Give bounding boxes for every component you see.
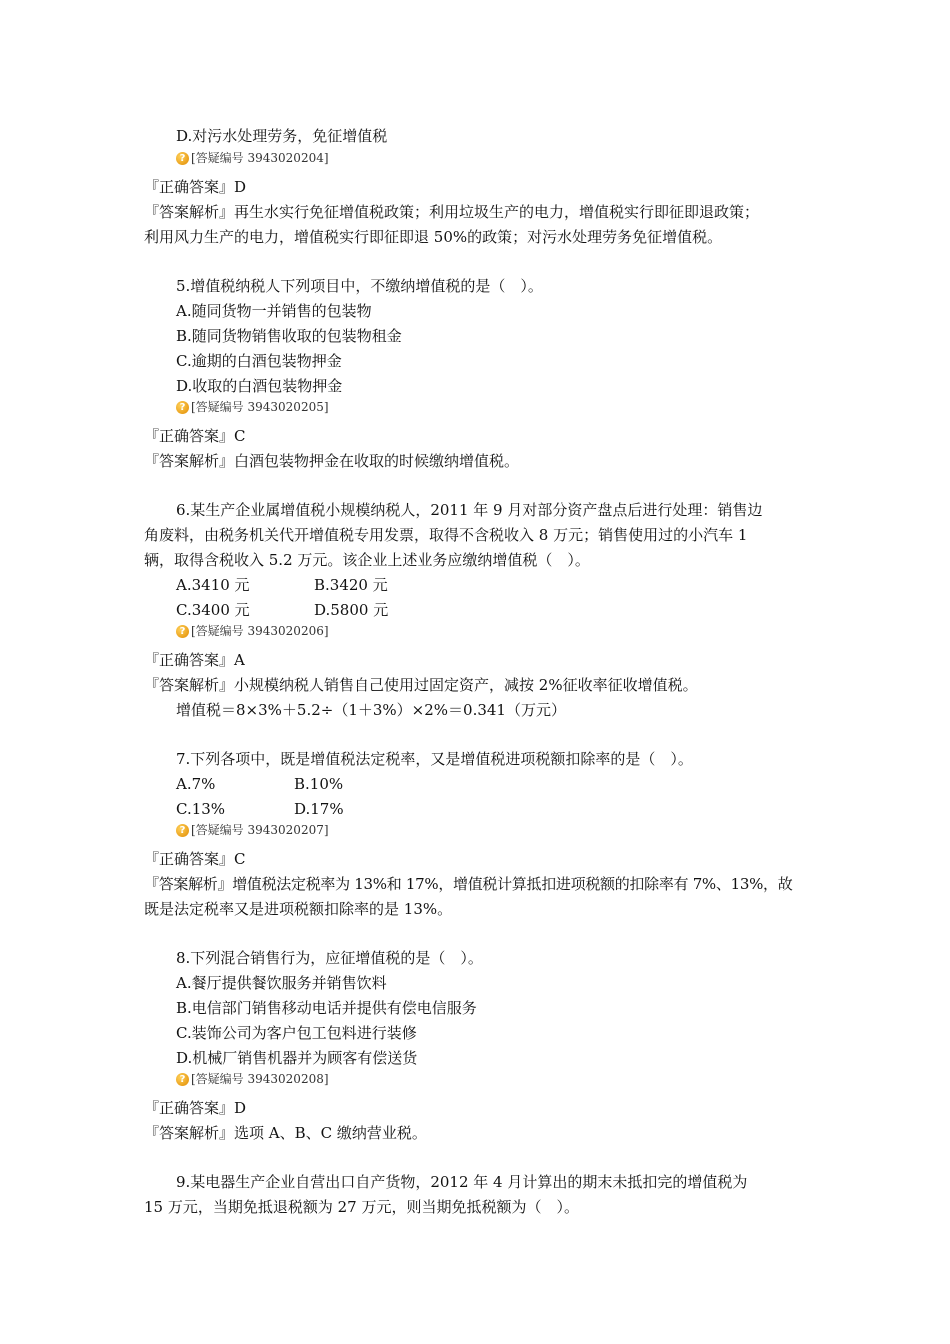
q9-stem-2: 15 万元，当期免抵退税额为 27 万元，则当期免抵税额为（ ）。 <box>144 1198 579 1216</box>
q8-option-d: D.机械厂销售机器并为顾客有偿送货 <box>176 1049 418 1067</box>
question-mark-icon: ? <box>176 401 189 414</box>
question-mark-icon: ? <box>176 1073 189 1086</box>
q4-answer: 『正确答案』D <box>144 178 247 196</box>
q7-ref[interactable] <box>176 822 329 838</box>
q6-stem-3: 辆，取得含税收入 5.2 万元。该企业上述业务应缴纳增值税（ ）。 <box>144 551 590 569</box>
q8-option-a: A.餐厅提供餐饮服务并销售饮料 <box>176 974 387 992</box>
q6-option-b: B.3420 元 <box>314 576 388 594</box>
q7-analysis-1: 『答案解析』增值税法定税率为 13%和 17%，增值税计算抵扣进项税额的扣除率有 7%、13%，故 <box>144 875 793 893</box>
q7-option-b: B.10% <box>294 775 344 793</box>
q7-answer: 『正确答案』C <box>144 850 246 868</box>
q4-option-d: D.对污水处理劳务，免征增值税 <box>176 127 388 145</box>
q8-option-b: B.电信部门销售移动电话并提供有偿电信服务 <box>176 999 477 1017</box>
q4-ref-text: [答疑编号 3943020204] <box>191 151 329 165</box>
q8-answer: 『正确答案』D <box>144 1099 247 1117</box>
q5-option-a: A.随同货物一并销售的包装物 <box>176 302 372 320</box>
q8-analysis-1: 『答案解析』选项 A、B、C 缴纳营业税。 <box>144 1124 427 1142</box>
q4-analysis-1: 『答案解析』再生水实行免征增值税政策；利用垃圾生产的电力，增值税实行即征即退政策； <box>144 203 760 221</box>
q7-option-d: D.17% <box>294 800 344 818</box>
q7-option-c: C.13% <box>176 800 226 818</box>
q5-ref-text: [答疑编号 3943020205] <box>191 400 329 414</box>
q6-option-a: A.3410 元 <box>176 576 250 594</box>
q5-option-b: B.随同货物销售收取的包装物租金 <box>176 327 402 345</box>
q8-stem: 8.下列混合销售行为，应征增值税的是（ ）。 <box>176 949 483 967</box>
q7-option-a: A.7% <box>176 775 216 793</box>
question-mark-icon: ? <box>176 625 189 638</box>
q5-answer: 『正确答案』C <box>144 427 246 445</box>
q5-analysis-1: 『答案解析』白酒包装物押金在收取的时候缴纳增值税。 <box>144 452 520 470</box>
q8-option-c: C.装饰公司为客户包工包料进行装修 <box>176 1024 417 1042</box>
q8-ref[interactable] <box>176 1071 329 1087</box>
q6-ref[interactable] <box>176 623 329 639</box>
q6-option-d: D.5800 元 <box>314 601 389 619</box>
q5-stem: 5.增值税纳税人下列项目中，不缴纳增值税的是（ ）。 <box>176 277 543 295</box>
q5-option-d: D.收取的白酒包装物押金 <box>176 377 343 395</box>
q7-ref-text: [答疑编号 3943020207] <box>191 823 329 837</box>
q6-analysis-2: 增值税＝8×3%＋5.2÷（1＋3%）×2%＝0.341（万元） <box>176 701 566 719</box>
question-mark-icon: ? <box>176 824 189 837</box>
q6-stem-1: 6.某生产企业属增值税小规模纳税人，2011 年 9 月对部分资产盘点后进行处理：销售边 <box>176 501 763 519</box>
q9-stem-1: 9.某电器生产企业自营出口自产货物，2012 年 4 月计算出的期末未抵扣完的增值税为 <box>176 1173 748 1191</box>
q8-ref-text: [答疑编号 3943020208] <box>191 1072 329 1086</box>
q6-ref-text: [答疑编号 3943020206] <box>191 624 329 638</box>
q7-stem: 7.下列各项中，既是增值税法定税率，又是增值税进项税额扣除率的是（ ）。 <box>176 750 693 768</box>
q4-ref[interactable] <box>176 150 329 166</box>
q6-analysis-1: 『答案解析』小规模纳税人销售自己使用过固定资产，减按 2%征收率征收增值税。 <box>144 676 698 694</box>
q5-option-c: C.逾期的白酒包装物押金 <box>176 352 342 370</box>
q4-analysis-2: 利用风力生产的电力，增值税实行即征即退 50%的政策；对污水处理劳务免征增值税。 <box>144 228 723 246</box>
q5-ref[interactable] <box>176 399 329 415</box>
q6-answer: 『正确答案』A <box>144 651 245 669</box>
question-mark-icon: ? <box>176 152 189 165</box>
q6-option-c: C.3400 元 <box>176 601 250 619</box>
q6-stem-2: 角废料，由税务机关代开增值税专用发票，取得不含税收入 8 万元；销售使用过的小汽车 1 <box>144 526 748 544</box>
q7-analysis-2: 既是法定税率又是进项税额扣除率的是 13%。 <box>144 900 453 918</box>
